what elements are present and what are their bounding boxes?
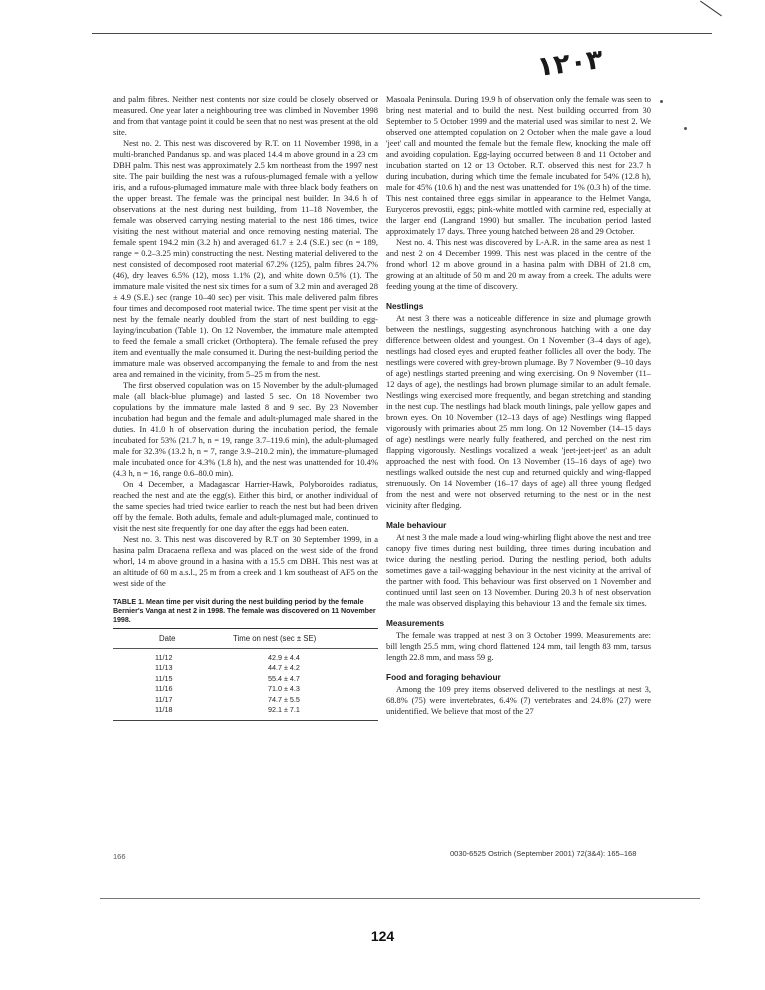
scan-speck (660, 100, 663, 103)
cell-time: 74.7 ± 5.5 (268, 694, 300, 704)
table-header-row (113, 629, 378, 649)
cell-time: 92.1 ± 7.1 (233, 705, 378, 721)
cell-date: 11/16 (155, 684, 173, 694)
cell-date: 11/13 (155, 663, 173, 673)
data-table (113, 628, 378, 721)
cell-time: 44.7 ± 4.2 (268, 663, 300, 673)
table-1 (113, 598, 378, 721)
paragraph-nestlings: At nest 3 there was a noticeable difference in size and plumage growth between the nestlings, suggesting asynchronous hatching with a one day difference between oldest and youngest. On 1 November (3–4 days of age), nestlings had closed eyes and erupted feather follicles all over the body. The nestlings were covered with grey-brown plumage. By 7 November (9–10 days of age) nestlings started preening and wing exercising. On 9 November (11–12 days of age), the nestlings had brown plumage similar to an adult female. Nestlings wing exercised more frequently, and began stretching and standing in the nest cup. The nestlings had black mouth linings, pale yellow gapes and brown eyes. On 10 November (12–13 days of age) Nestlings wing flapped vigorously with primaries about 25 mm long. On 12 November (14–15 days of age) nestlings were nearly fully feathered, and perched on the nest rim flapping vigorously. Nestlings vocalized a weak 'jeet-jeet-jeet' as an adult approached the nest with food. On 13 November (15–16 days of age) two nestlings walked outside the nest cup and returned quickly and wing-flapped strenuously. On 14 November (16–17 days of age) all three young fledged from the nest and were not observed returning to the nest or in the nest vicinity after fledging. (386, 313, 651, 510)
table-row (113, 684, 378, 694)
table-row (113, 705, 378, 721)
paragraph: and palm fibres. Neither nest contents nor size could be closely observed or measured. One year later a neighbouring tree was climbed in November 1998 and from that vantage point it could be seen that no nest was present at the old site. (113, 94, 378, 137)
table-row (113, 663, 378, 673)
paragraph-copulation: The first observed copulation was on 15 November by the adult-plumaged male (all black-blue plumage) and lasted 5 sec. On 18 November two copulations by the immature male lasted 8 and 9 sec. By 23 November incubation had begun and the female and adult-plumaged male shared in the duties. In 41.0 h of observation during the incubation period, the female incubated for 53% (21.7 h, n = 19, range 3.7–119.6 min), the adult-plumaged male for 32.3% (13.2 h, n = 7, range 3.9–210.2 min), the immature-plumaged male incubated once for 4.3% (1.8 h), and the nest was unattended for 10.4% (4.3 h, n = 16, range 0.6–80.0 min). (113, 380, 378, 478)
archive-page-number: 124 (370, 928, 395, 944)
cell-time: 71.0 ± 4.3 (268, 684, 300, 694)
paragraph-measurements: The female was trapped at nest 3 on 3 October 1999. Measurements are: bill length 25.5 mm, wing chord flattened 124 mm, tail length 83 mm, tarsus length 22.8 mm, and mass 59 g. (386, 630, 651, 662)
cell-time: 42.9 ± 4.4 (268, 653, 300, 662)
section-heading-male-behaviour: Male behaviour (386, 520, 447, 530)
column-header-date: Date (113, 629, 233, 649)
cell-date: 11/15 (155, 673, 173, 683)
bottom-rule (100, 898, 700, 899)
journal-citation: 0030-6525 Ostrich (September 2001) 72(3&4): 165–168 (450, 849, 637, 858)
paragraph-nest-3: Nest no. 3. This nest was discovered by R.T on 30 September 1999, in a hasina palm Dracaena reflexa and was placed on the west side of the frond whorl, 14 m above ground in a hasina with a 15.5 cm DBH. This nest was at an altitude of 60 m a.s.l., 25 m from a creek and 1 km southeast of AF5 on the west side of the (113, 534, 378, 588)
cell-date: 11/12 (155, 653, 173, 662)
paragraph-nest-2: Nest no. 2. This nest was discovered by R.T. on 11 November 1998, in a multi-branched Pandanus sp. and was placed 14.4 m above ground in a 23 cm DBH palm. This nest was approximately 2.5 km northeast from the 1997 nest site. The pair building the nest was a rufous-plumaged female with a yellow iris, and a rufous-plumaged immature male with three black body feathers on the upper breast. The female was the principal nest builder. In 34.6 h of observations at the nest during nest building, from 11–18 November, the female was observed carrying nesting material to the nest 186 times, twice visiting the nest without material and once removing nesting material. The female spent 194.2 min (3.2 h) and averaged 61.7 ± 2.4 (S.E.) sec (n = 189, range = 0.2–3.25 min) constructing the nest. Nesting material delivered to the nest consisted of decomposed root material 67.2% (125), palm fibres 24.7% (46), dry leaves 6.5% (12), moss 1.1% (2), and white down 0.5% (1). The immature male visited the nest six times for a sum of 3.2 min and averaged 28 ± 4.9 (S.E.) sec (range 10–40 sec) per visit. This male delivered palm fibres four times and decomposed root material twice. The time spent per visit at the nest by the female nearly doubled from the start of nest building to egg-laying/incubation (Table 1). On 12 November, the immature male attempted to feed the female a small cricket (Orthoptera). The female refused the prey item and eventually the male consumed it. During the nest-building period the immature male was observed accompanying the female to and from the nest area and remained in the vicinity, from 5–25 m from the nest. (113, 138, 378, 379)
page-number: 166 (113, 852, 126, 861)
paragraph-masoala: Masoala Peninsula. During 19.9 h of observation only the female was seen to bring nest material and to build the nest. Nest building occurred from 30 September to 5 October 1999 and the material used was similar to nest 2. We observed one attempted copulation on 2 October when the male gave a loud 'jeet' call and mounted the female but the female flew, knocking the male off and avoiding copulation. Egg-laying occurred between 8 and 11 October and incubation started on 12 or 13 October. R.T. observed this nest for 23.7 h during incubation, during which time the female incubated for 54% (12.8 h), male for 45% (10.6 h) and the nest was unattended for 1% (0.3 h) of the time. This nest contained three eggs similar in appearance to the Helmet Vanga, Euryceros prevostii, eggs; pink-white mottled with carmine red, especially at the larger end (Langrand 1990) but smaller. The incubation period lasted approximately 17 days. Three young hatched between 28 and 29 October. (386, 94, 651, 236)
paragraph-harrier-hawk: On 4 December, a Madagascar Harrier-Hawk, Polyboroides radiatus, reached the nest and ate the egg(s). Either this bird, or another individual of the same species had tried twice earlier to reach the nest but had been driven off by the female. Both adults, female and adult-plumaged male, continued to visit the nest site frequently for one day after the eggs had been eaten. (113, 479, 378, 533)
column-header-time: Time on nest (sec ± SE) (233, 629, 378, 649)
paragraph-nest-4: Nest no. 4. This nest was discovered by L-A.R. in the same area as nest 1 and nest 2 on 4 December 1999. This nest was placed in the centre of the frond whorl 12 m above ground in a hasina palm with DBH of 21.8 cm, growing at an altitude of 50 m and 20 m away from a creek. The adults were feeding young at the time of discovery. (386, 237, 651, 291)
cell-time: 55.4 ± 4.7 (268, 673, 300, 683)
section-heading-food: Food and foraging behaviour (386, 672, 501, 682)
table-row (113, 674, 378, 684)
paragraph-food: Among the 109 prey items observed delivered to the nestlings at nest 3, 68.8% (75) were invertebrates, 6.4% (7) vertebrates and 24.8% (27) were unidentified. We believe that most of the 27 (386, 684, 651, 716)
scan-speck (684, 127, 687, 130)
right-column (386, 94, 651, 717)
left-column (113, 94, 378, 721)
top-rule (92, 33, 712, 34)
table-row (113, 649, 378, 664)
corner-pen-mark (700, 1, 722, 17)
section-heading-nestlings: Nestlings (386, 301, 424, 311)
handwritten-note: ۱۲۰۳ (535, 44, 605, 83)
cell-date: 11/17 (155, 694, 173, 704)
table-row (113, 695, 378, 705)
cell-date: 11/18 (113, 705, 233, 721)
paragraph-male-behaviour: At nest 3 the male made a loud wing-whirling flight above the nest and tree canopy five times during nest building, three times during incubation and twice during the nestling period. During the nestling period, both adults sometimes gave a tail-wagging behaviour in the nest vicinity at the arrival of the partner with food. This behaviour was first observed on 1 November and continued until last seen on 13 November. During 20.3 h of nest observation the male was observed displaying this behaviour 13 and the female six times. (386, 532, 651, 608)
table-caption: TABLE 1. Mean time per visit during the nest building period by the female Bernier's Vanga at nest 2 in 1998. The female was discovered on 11 November 1998. (113, 598, 376, 624)
section-heading-measurements: Measurements (386, 618, 445, 628)
